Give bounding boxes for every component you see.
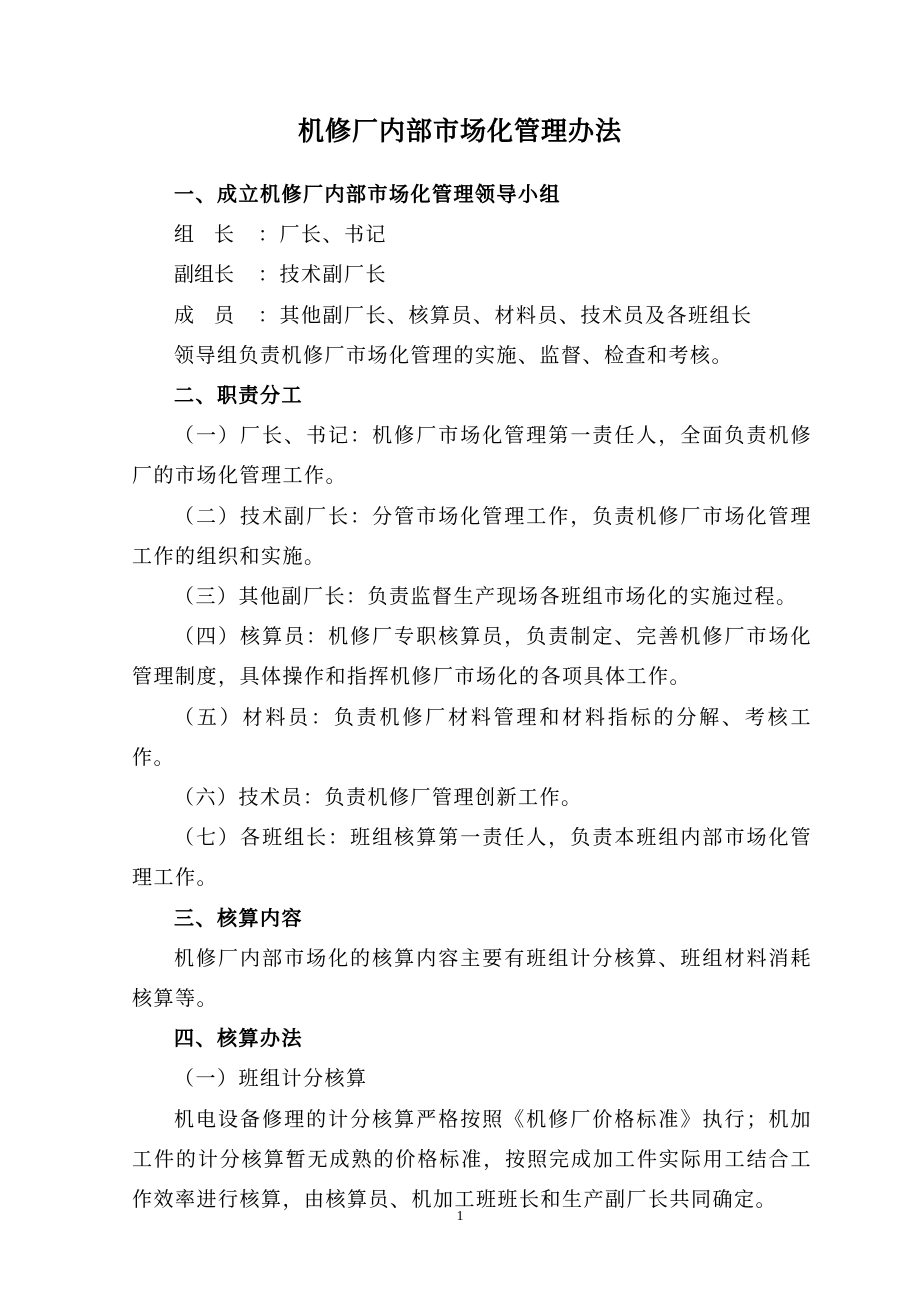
role-label-leader: 组 长 — [174, 222, 234, 247]
role-label-deputy: 副组长 — [174, 262, 234, 287]
role-line-members — [132, 295, 812, 335]
duty-item: （四）核算员：机修厂专职核算员，负责制定、完善机修厂市场化管理制度，具体操作和指挥机修厂市场化的各项具体工作。 — [132, 624, 812, 689]
section-1-duty: 领导组负责机修厂市场化管理的实施、监督、检查和考核。 — [174, 342, 733, 367]
role-value-members: ：其他副厂长、核算员、材料员、技术员及各班组长 — [258, 302, 753, 327]
section-4-heading: 四、核算办法 — [174, 1026, 303, 1051]
role-value-deputy: ：技术副厂长 — [258, 262, 387, 287]
section-3-text: 机修厂内部市场化的核算内容主要有班组计分核算、班组材料消耗核算等。 — [132, 945, 812, 1011]
duty-item: （一）厂长、书记：机修厂市场化管理第一责任人，全面负责机修厂的市场化管理工作。 — [132, 423, 812, 488]
duty-item: （三）其他副厂长：负责监督生产现场各班组市场化的实施过程。 — [174, 584, 798, 609]
duty-item: （七）各班组长：班组核算第一责任人，负责本班组内部市场化管理工作。 — [132, 825, 812, 890]
role-label-members: 成 员 — [174, 302, 234, 327]
section-4-subheading: （一）班组计分核算 — [174, 1066, 368, 1091]
document-title: 机修厂内部市场化管理办法 — [297, 117, 622, 147]
role-line-leader — [132, 214, 812, 254]
document-body — [132, 174, 812, 1219]
section-4-text: 机电设备修理的计分核算严格按照《机修厂价格标准》执行；机加工件的计分核算暂无成熟的价格标准，按照完成加工件实际用工结合工作效率进行核算，由核算员、机加工班班长和生产副厂长共同确定。 — [132, 1106, 812, 1212]
duty-item: （二）技术副厂长：分管市场化管理工作，负责机修厂市场化管理工作的组织和实施。 — [132, 503, 812, 568]
role-value-leader: ：厂长、书记 — [258, 222, 387, 247]
role-line-deputy — [132, 254, 812, 294]
section-3-heading: 三、核算内容 — [174, 905, 303, 930]
page-number: 1 — [456, 1209, 464, 1224]
duty-item: （五）材料员：负责机修厂材料管理和材料指标的分解、考核工作。 — [132, 704, 812, 769]
section-1-heading: 一、成立机修厂内部市场化管理领导小组 — [174, 182, 561, 206]
duty-item: （六）技术员：负责机修厂管理创新工作。 — [174, 785, 583, 810]
section-2-heading: 二、职责分工 — [174, 383, 303, 408]
